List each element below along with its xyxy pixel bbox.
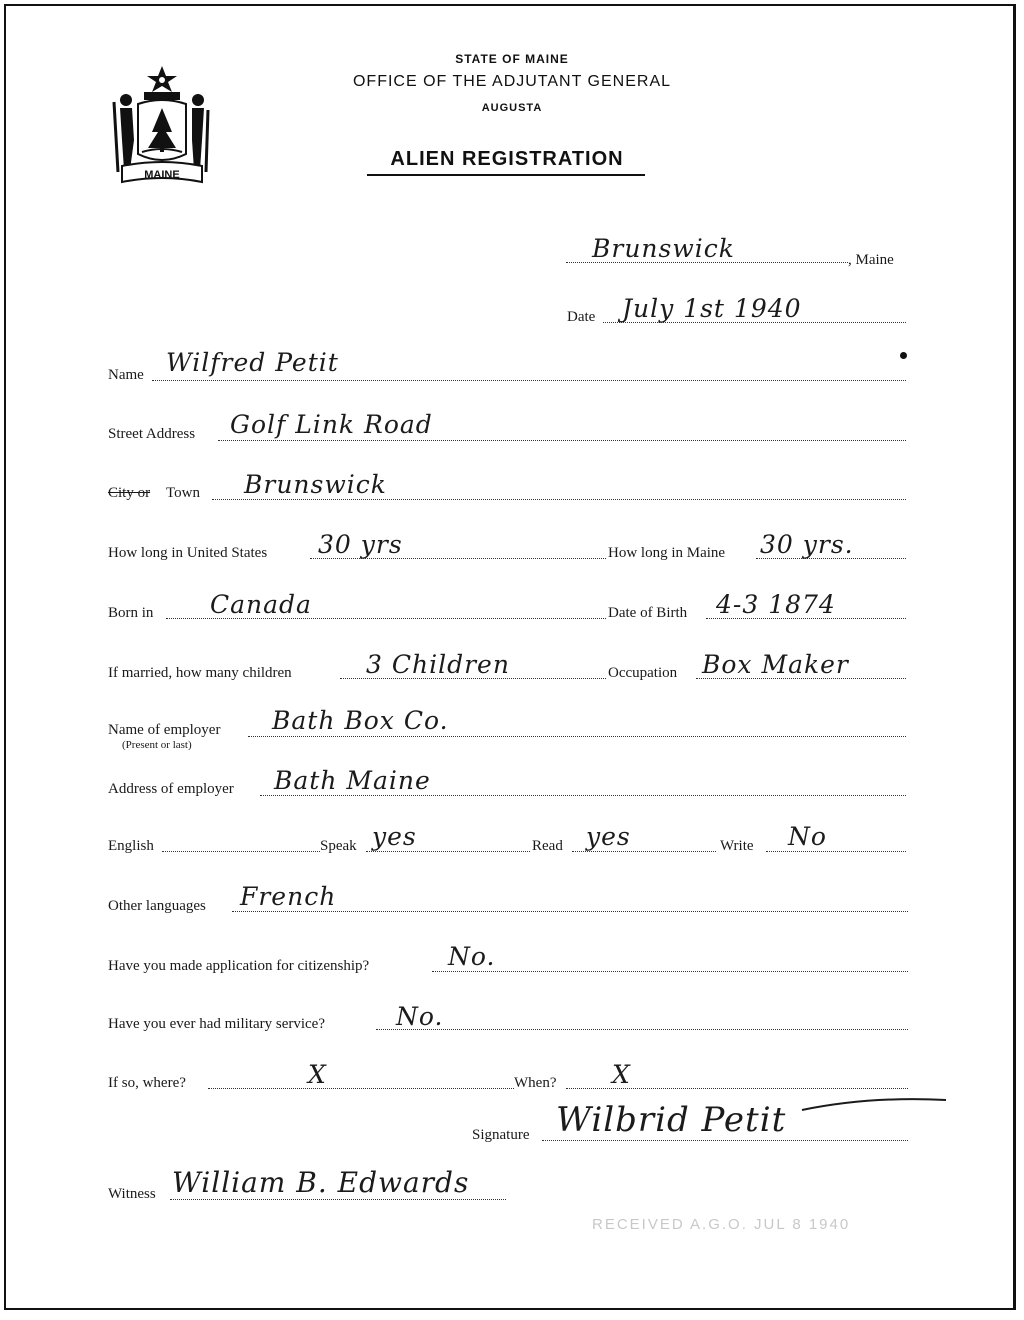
ink-dot <box>900 352 907 359</box>
town-value: Brunswick <box>244 470 387 499</box>
citizenship-label: Have you made application for citizenship? <box>108 958 370 974</box>
english-label: English <box>108 838 154 854</box>
received-stamp: RECEIVED A.G.O. JUL 8 1940 <box>592 1216 851 1233</box>
town-label: Town <box>166 485 200 501</box>
seal-text: MAINE <box>144 169 180 181</box>
where-value: X <box>308 1060 327 1089</box>
signature-value: Wilbrid Petit <box>556 1100 787 1140</box>
page-border <box>4 4 1016 1310</box>
name-label: Name <box>108 367 144 383</box>
witness-value: William B. Edwards <box>172 1166 470 1199</box>
form-title: ALIEN REGISTRATION <box>390 148 624 170</box>
signature-flourish <box>800 1094 948 1114</box>
when-label: When? <box>514 1075 557 1091</box>
street-value: Golf Link Road <box>230 410 433 439</box>
title-underline <box>367 174 645 176</box>
years-maine-label: How long in Maine <box>608 545 726 561</box>
write-line <box>766 851 906 852</box>
signature-line <box>542 1140 908 1141</box>
years-us-value: 30 yrs <box>318 530 403 559</box>
employer-value: Bath Box Co. <box>272 706 449 735</box>
where-label: If so, where? <box>108 1075 186 1091</box>
speak-value: yes <box>372 822 417 851</box>
write-value: No <box>788 822 827 851</box>
location-value: Brunswick <box>592 234 735 263</box>
street-label: Street Address <box>108 426 196 442</box>
military-value: No. <box>396 1002 444 1031</box>
speak-line <box>366 851 530 852</box>
town-line <box>212 499 906 500</box>
header-office: OFFICE OF THE ADJUTANT GENERAL <box>352 73 672 90</box>
military-line <box>376 1029 908 1030</box>
occupation-label: Occupation <box>608 665 678 681</box>
read-line <box>572 851 716 852</box>
speak-label: Speak <box>320 838 357 854</box>
children-value: 3 Children <box>366 650 510 679</box>
date-label: Date <box>567 309 596 325</box>
header-state: STATE OF MAINE <box>455 52 569 66</box>
employer-address-label: Address of employer <box>108 781 234 797</box>
location-suffix: , Maine <box>848 252 894 268</box>
witness-label: Witness <box>108 1186 156 1202</box>
where-line <box>208 1088 514 1089</box>
signature-label: Signature <box>472 1127 530 1143</box>
read-label: Read <box>532 838 563 854</box>
children-label: If married, how many children <box>108 665 292 681</box>
dob-value: 4-3 1874 <box>716 590 836 619</box>
city-label-struck: City or <box>108 485 151 501</box>
street-line <box>218 440 906 441</box>
name-line <box>152 380 906 381</box>
date-value: July 1st 1940 <box>622 294 802 323</box>
english-line <box>162 851 320 852</box>
citizenship-value: No. <box>448 942 496 971</box>
occupation-value: Box Maker <box>702 650 849 679</box>
when-value: X <box>612 1060 631 1089</box>
born-label: Born in <box>108 605 154 621</box>
born-value: Canada <box>210 590 312 619</box>
header-city: AUGUSTA <box>481 102 543 114</box>
military-label: Have you ever had military service? <box>108 1016 325 1032</box>
employer-address-line <box>260 795 906 796</box>
dob-label: Date of Birth <box>608 605 688 621</box>
years-us-label: How long in United States <box>108 545 268 561</box>
other-languages-label: Other languages <box>108 898 206 914</box>
employer-label: Name of employer <box>108 722 221 738</box>
read-value: yes <box>586 822 631 851</box>
witness-line <box>170 1199 506 1200</box>
other-languages-value: French <box>240 882 337 911</box>
years-maine-value: 30 yrs. <box>760 530 854 559</box>
name-value: Wilfred Petit <box>166 348 339 377</box>
other-languages-line <box>232 911 908 912</box>
employer-line <box>248 736 906 737</box>
write-label: Write <box>720 838 754 854</box>
employer-address-value: Bath Maine <box>274 766 431 795</box>
citizenship-line <box>432 971 908 972</box>
employer-sublabel: (Present or last) <box>122 739 192 751</box>
